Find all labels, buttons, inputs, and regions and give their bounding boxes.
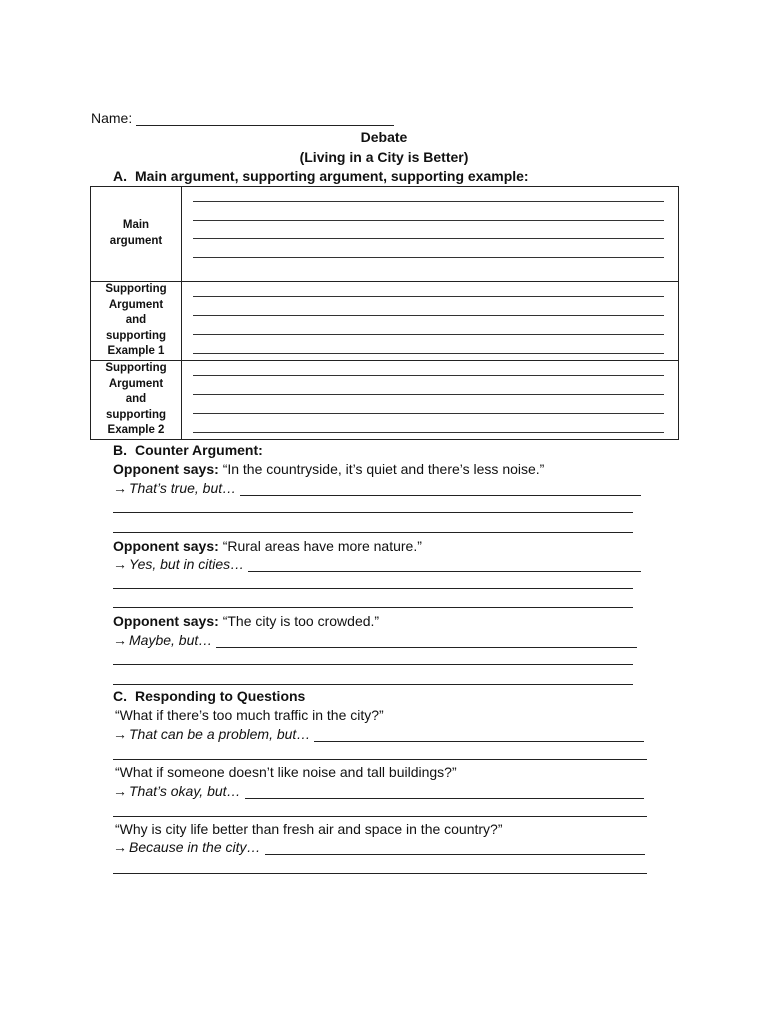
opponent-statement	[113, 461, 544, 477]
answer-line[interactable]	[314, 730, 644, 742]
row-label-text: Main argument	[109, 219, 163, 247]
row-label-supporting-1	[91, 282, 182, 361]
name-label: Name:	[91, 110, 133, 126]
name-row	[91, 110, 394, 126]
row-label-main-argument	[91, 187, 182, 282]
question-text: “What if there’s too much traffic in the city?”	[115, 707, 384, 723]
arrow-icon: →	[113, 480, 127, 496]
write-line[interactable]	[193, 315, 664, 316]
answer-line[interactable]	[240, 484, 641, 496]
writing-area-supporting-1[interactable]	[182, 282, 679, 361]
answer-line[interactable]	[113, 588, 633, 589]
response-prompt: That’s true, but…	[129, 480, 237, 496]
write-line[interactable]	[193, 296, 664, 297]
section-c-letter: C.	[113, 688, 127, 704]
response-prompt: That’s okay, but…	[129, 783, 241, 799]
response-prompt: That can be a problem, but…	[129, 726, 311, 742]
question-text: “What if someone doesn’t like noise and tall buildings?”	[115, 764, 457, 780]
opponent-says-label: Opponent says:	[113, 538, 219, 554]
answer-line[interactable]	[113, 664, 633, 665]
section-c-heading	[113, 688, 305, 704]
response-starter	[113, 839, 645, 855]
writing-area-supporting-2[interactable]	[182, 361, 679, 440]
row-label-text: Supporting Argument and supporting Example 1	[105, 283, 167, 358]
opponent-statement	[113, 538, 422, 554]
section-b-heading	[113, 442, 263, 458]
opponent-says-label: Opponent says:	[113, 461, 219, 477]
write-line[interactable]	[193, 375, 664, 376]
answer-line[interactable]	[248, 560, 641, 572]
arrow-icon: →	[113, 726, 127, 742]
write-line[interactable]	[193, 432, 664, 433]
answer-line[interactable]	[113, 873, 647, 874]
arrow-icon: →	[113, 839, 127, 855]
response-starter	[113, 726, 644, 742]
answer-line[interactable]	[113, 684, 633, 685]
answer-line[interactable]	[113, 759, 647, 760]
table-row	[91, 187, 679, 282]
section-b-letter: B.	[113, 442, 127, 458]
answer-line[interactable]	[265, 843, 645, 855]
response-prompt: Yes, but in cities…	[129, 556, 245, 572]
answer-line[interactable]	[113, 512, 633, 513]
section-a-title: Main argument, supporting argument, supporting example:	[135, 168, 529, 184]
write-line[interactable]	[193, 257, 664, 258]
worksheet-title: Debate	[360, 129, 408, 145]
table-row	[91, 361, 679, 440]
row-label-supporting-2	[91, 361, 182, 440]
response-starter	[113, 632, 637, 648]
write-line[interactable]	[193, 334, 664, 335]
answer-line[interactable]	[113, 607, 633, 608]
argument-table	[90, 186, 679, 440]
arrow-icon: →	[113, 632, 127, 648]
write-line[interactable]	[193, 413, 664, 414]
answer-line[interactable]	[245, 787, 644, 799]
write-line[interactable]	[193, 201, 664, 202]
opponent-quote: “The city is too crowded.”	[222, 613, 380, 629]
response-prompt: Maybe, but…	[129, 632, 213, 648]
row-label-text: Supporting Argument and supporting Example 2	[105, 362, 167, 437]
answer-line[interactable]	[216, 636, 637, 648]
write-line[interactable]	[193, 394, 664, 395]
response-starter	[113, 480, 641, 496]
question-text: “Why is city life better than fresh air and space in the country?”	[115, 821, 503, 837]
response-starter	[113, 783, 644, 799]
response-starter	[113, 556, 641, 572]
worksheet-subtitle: (Living in a City is Better)	[299, 149, 469, 165]
opponent-quote: “Rural areas have more nature.”	[222, 538, 422, 554]
section-b-title: Counter Argument:	[135, 442, 263, 458]
arrow-icon: →	[113, 783, 127, 799]
opponent-quote: “In the countryside, it’s quiet and there’s less noise.”	[222, 461, 545, 477]
writing-area-main-argument[interactable]	[182, 187, 679, 282]
write-line[interactable]	[193, 353, 664, 354]
write-line[interactable]	[193, 220, 664, 221]
section-a-letter: A.	[113, 168, 127, 184]
section-c-title: Responding to Questions	[135, 688, 306, 704]
answer-line[interactable]	[113, 816, 647, 817]
opponent-statement	[113, 613, 379, 629]
answer-line[interactable]	[113, 532, 633, 533]
table-row	[91, 282, 679, 361]
name-write-line[interactable]	[136, 112, 394, 126]
arrow-icon: →	[113, 556, 127, 572]
opponent-says-label: Opponent says:	[113, 613, 219, 629]
section-a-heading	[113, 168, 529, 184]
write-line[interactable]	[193, 238, 664, 239]
response-prompt: Because in the city…	[129, 839, 261, 855]
